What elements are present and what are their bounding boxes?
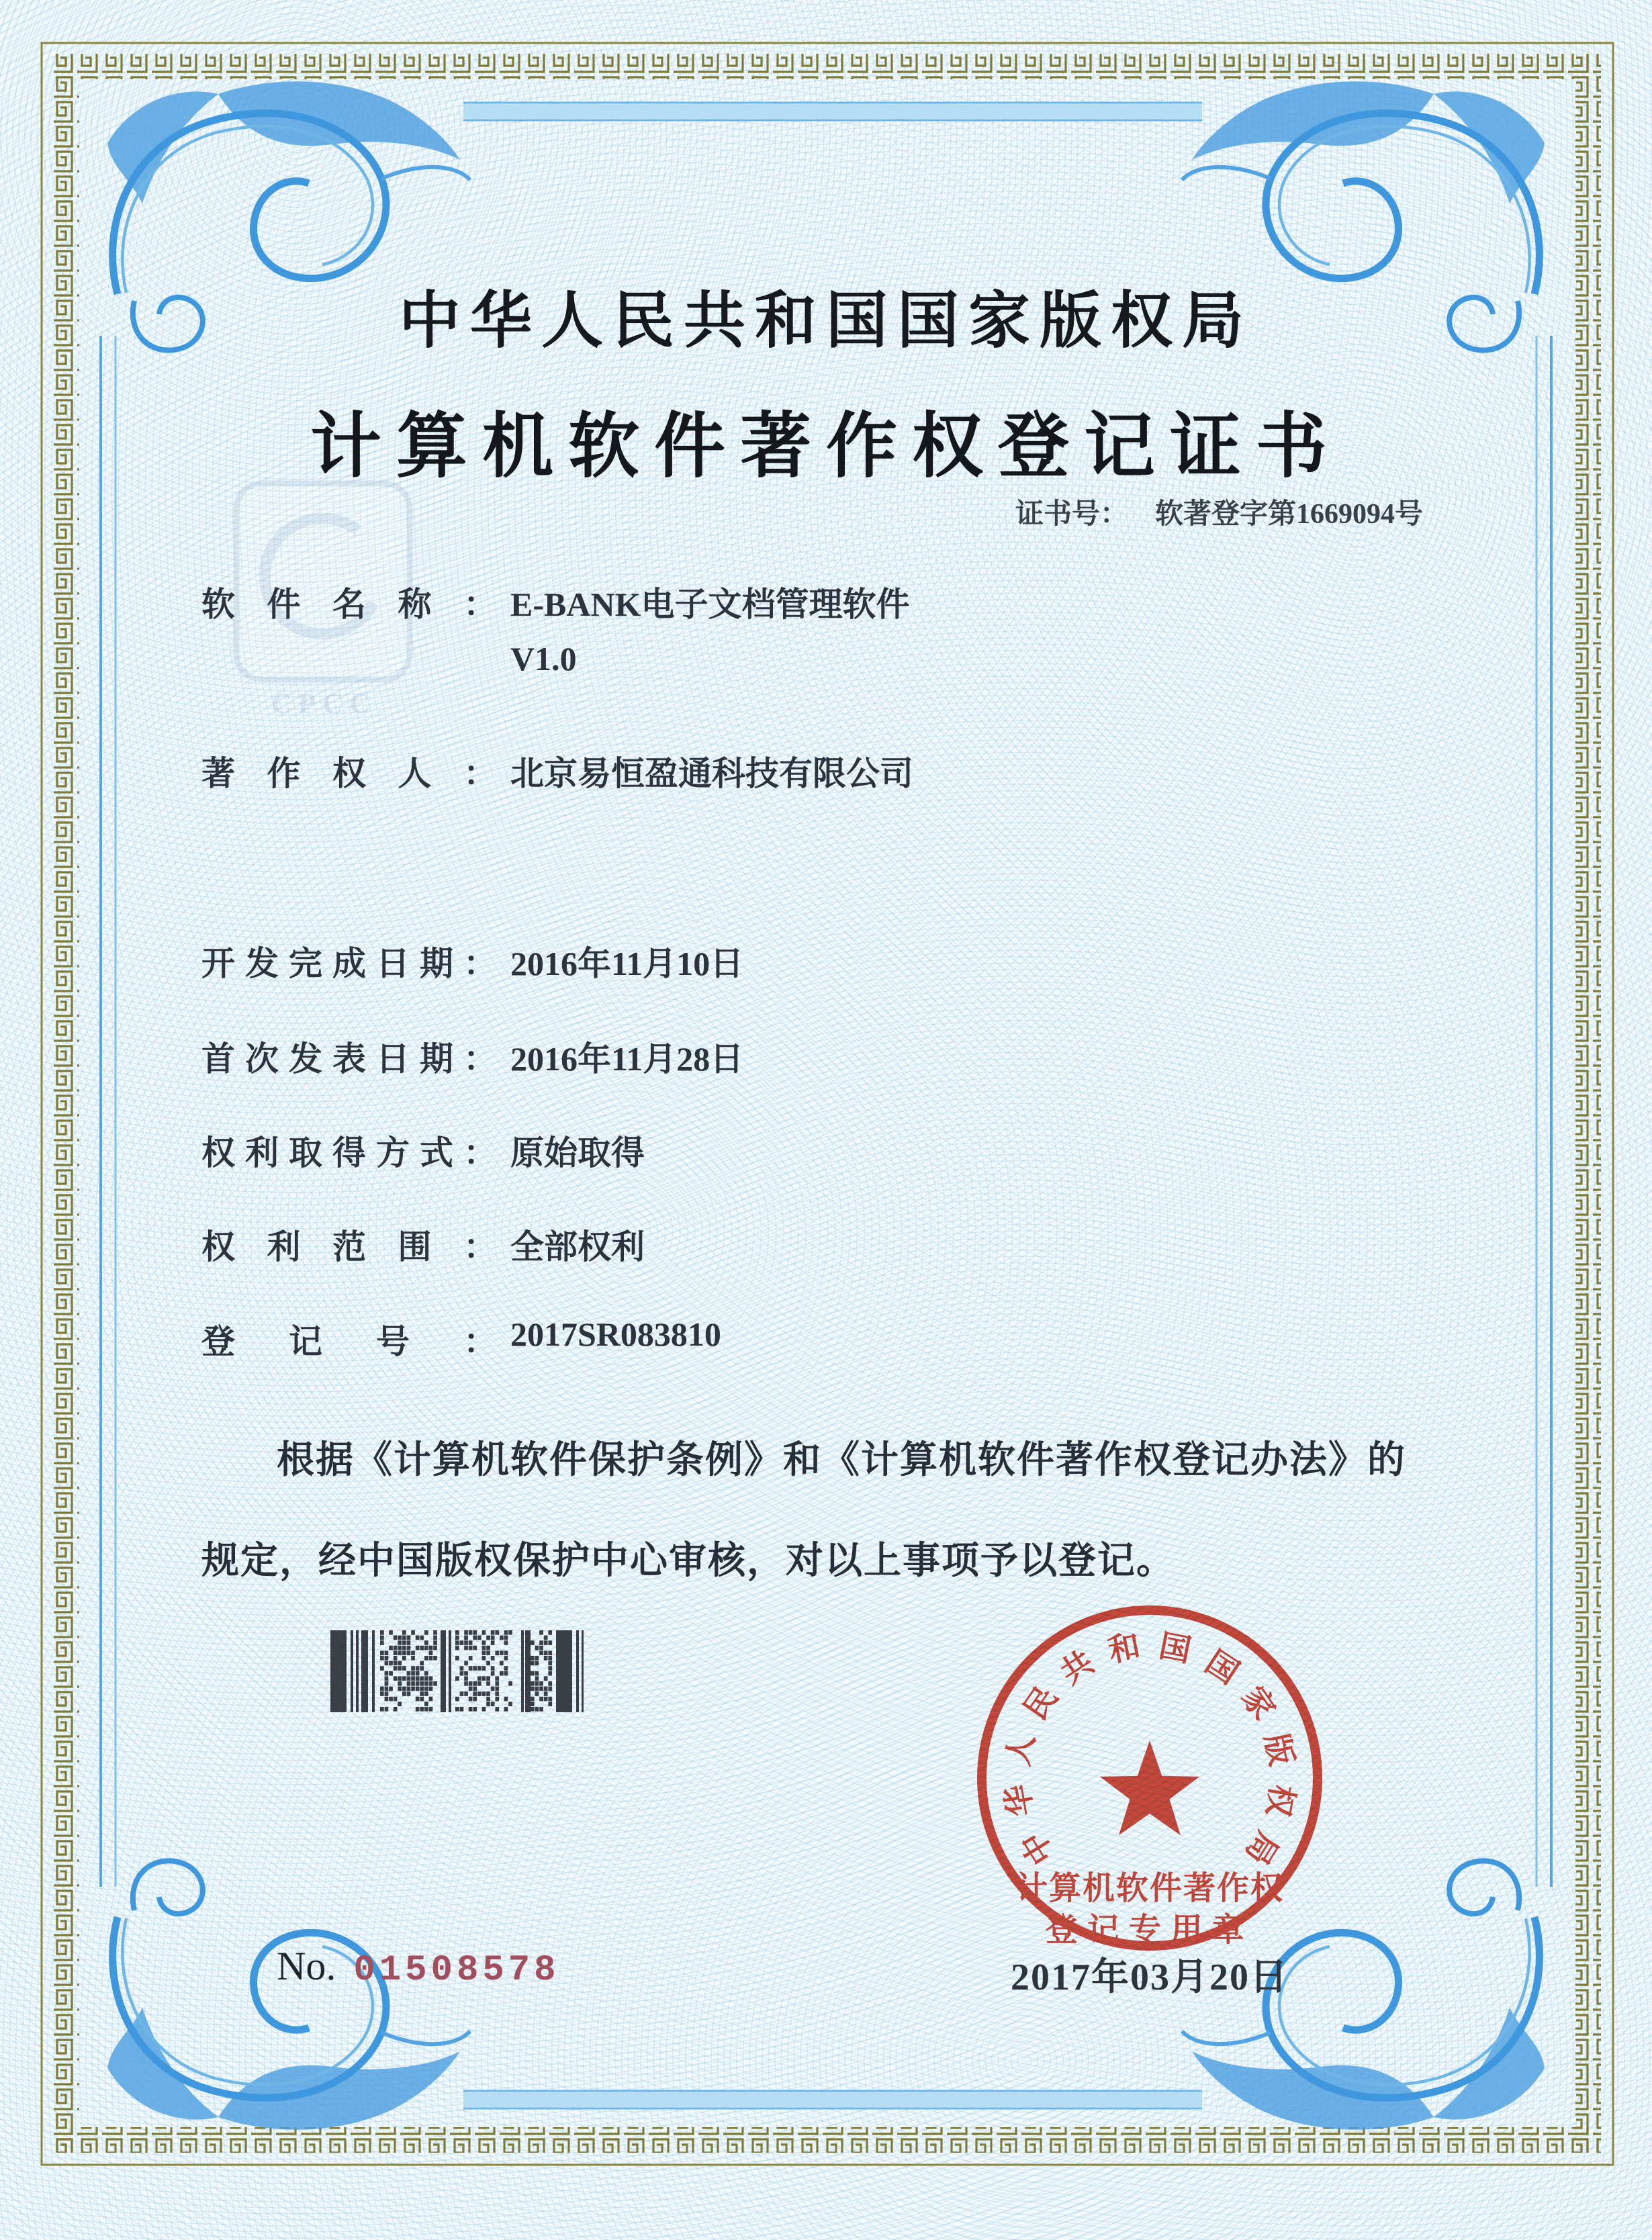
registration-seal [982,1610,1318,1948]
statement-line-2: 规定，经中国版权保护中心审核，对以上事项予以登记。 [201,1540,1175,1582]
statement-line-1: 根据《计算机软件保护条例》和《计算机软件著作权登记办法》的 [277,1440,1406,1481]
serial-number-line [277,1943,560,1991]
flourish-corner-ornaments [101,81,1551,2130]
field-value: 全部权利 [510,1228,645,1266]
field-row-dev-complete-date [201,937,1477,985]
svg-text:国: 国 [1199,1644,1245,1691]
field-value: 2016年11月28日 [510,1040,744,1078]
field-label: 登记号： [201,1323,497,1360]
svg-text:民: 民 [1017,1680,1065,1726]
field-value-line2: V1.0 [510,640,577,678]
certificate-number-line [1015,492,1423,532]
barcode [330,1630,584,1712]
field-label: 软件名称： [201,586,497,623]
svg-text:权: 权 [1259,1781,1299,1820]
svg-text:华: 华 [1000,1781,1040,1820]
field-label: 著作权人： [201,755,497,792]
field-value: 2017SR083810 [510,1315,721,1353]
serial-number: 01508578 [353,1950,560,1991]
svg-text:共: 共 [1054,1644,1101,1691]
field-row-rights-scope [201,1220,1477,1268]
document-title: 计算机软件著作权登记证书 [310,408,1342,486]
field-label: 权利范围： [201,1228,497,1266]
field-row-copyright-owner [201,747,1477,795]
field-value: E-BANK电子文档管理软件 [510,586,910,623]
watermark-text: CPCC [271,689,377,720]
field-label: 开发完成日期： [201,945,497,982]
field-row-rights-acquisition [201,1126,1477,1174]
svg-text:国: 国 [1156,1628,1194,1669]
issue-date: 2017年03月20日 [1011,1957,1289,1998]
authority-title: 中华人民共和国国家版权局 [398,287,1253,355]
svg-text:中: 中 [1015,1825,1062,1871]
field-row-software-name [201,577,1477,678]
outer-frame-line [42,43,1613,2165]
certificate-number-value: 软著登字第1669094号 [1155,499,1424,530]
field-row-registration-number [201,1315,1477,1363]
greek-key-border [54,54,1601,2153]
svg-text:和: 和 [1105,1628,1144,1669]
field-value: 北京易恒盈通科技有限公司 [510,755,913,792]
field-row-first-publish-date [201,1032,1477,1080]
seal-star-icon [1100,1740,1199,1835]
field-value: 原始取得 [510,1134,645,1172]
svg-text:家: 家 [1234,1680,1282,1726]
svg-text:人: 人 [1001,1730,1042,1769]
svg-text:局: 局 [1238,1825,1285,1871]
certificate-number-label: 证书号： [1015,499,1129,530]
serial-prefix: No. [277,1944,336,1988]
field-label: 首次发表日期： [201,1040,497,1078]
seal-line2: 登记专用章 [1045,1912,1254,1948]
seal-line1: 计算机软件著作权 [1015,1871,1285,1906]
field-label: 权利取得方式： [201,1134,497,1172]
field-value: 2016年11月10日 [510,945,744,982]
svg-text:版: 版 [1258,1730,1299,1769]
